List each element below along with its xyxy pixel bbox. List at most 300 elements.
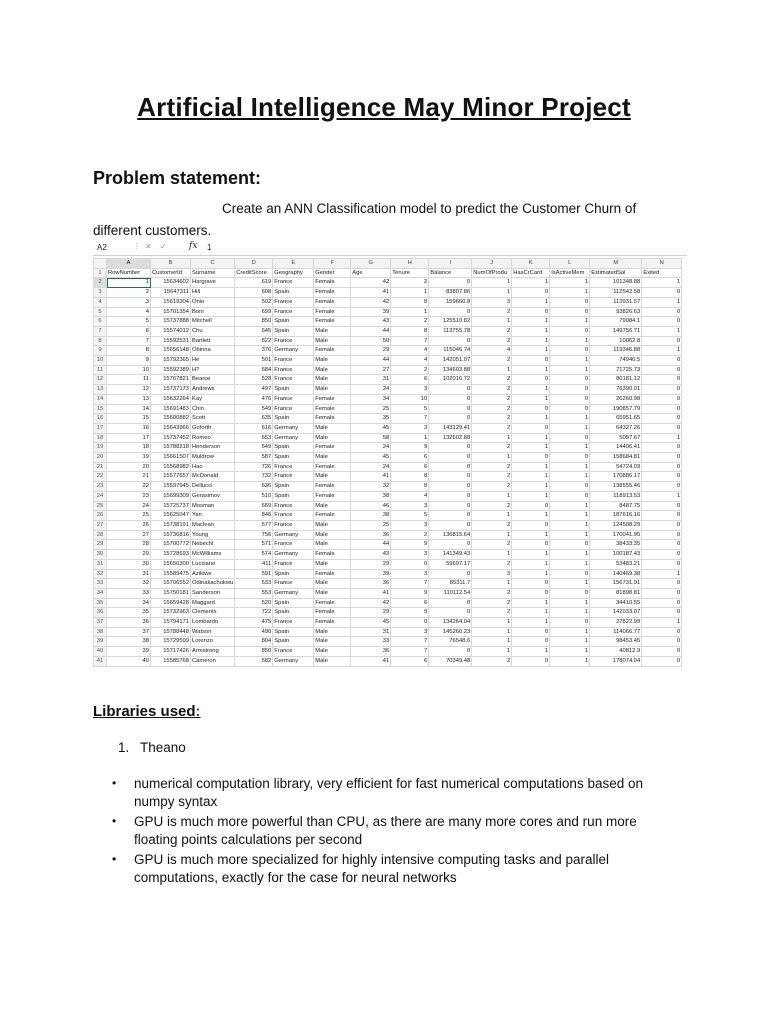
table-cell: 25: [351, 404, 391, 414]
table-cell: 1: [550, 443, 590, 453]
table-cell: 81898.81: [590, 588, 642, 598]
column-header-cell: Balance: [429, 268, 472, 278]
row-number: 21: [94, 462, 107, 472]
row-number: 3: [94, 288, 107, 298]
table-cell: 15589475: [151, 569, 191, 579]
table-cell: 1: [550, 414, 590, 424]
table-cell: 9: [107, 356, 151, 366]
table-cell: 0: [512, 540, 550, 550]
table-row: [94, 423, 682, 433]
table-cell: 125510.82: [429, 317, 472, 327]
row-number: 23: [94, 482, 107, 492]
table-cell: 42: [351, 278, 391, 288]
table-cell: 110112.54: [429, 588, 472, 598]
table-cell: 39: [107, 647, 151, 657]
table-cell: 2: [472, 326, 512, 336]
table-cell: 15728693: [151, 550, 191, 560]
table-cell: 0: [642, 647, 682, 657]
table-cell: 12: [107, 385, 151, 395]
table-cell: France: [273, 307, 314, 317]
table-cell: 1: [550, 579, 590, 589]
table-cell: 4: [107, 307, 151, 317]
table-cell: McWilliams: [191, 550, 235, 560]
table-cell: 533: [235, 579, 273, 589]
table-cell: 2: [472, 482, 512, 492]
table-cell: 0: [642, 608, 682, 618]
table-cell: 28: [107, 540, 151, 550]
row-number: 12: [94, 375, 107, 385]
table-cell: Spain: [273, 326, 314, 336]
table-cell: 528: [235, 375, 273, 385]
column-header-cell: Age: [351, 268, 391, 278]
table-cell: 142051.07: [429, 356, 472, 366]
table-cell: 5: [107, 317, 151, 327]
column-header-cell: RowNumber: [107, 268, 151, 278]
table-cell: 156731.91: [590, 579, 642, 589]
table-cell: Germany: [273, 530, 314, 540]
table-cell: France: [273, 404, 314, 414]
column-header-cell: CreditScore: [235, 268, 273, 278]
row-number: 11: [94, 365, 107, 375]
table-cell: Female: [314, 404, 351, 414]
table-cell: 15701354: [151, 307, 191, 317]
table-cell: 140469.38: [590, 569, 642, 579]
table-cell: Nebechi: [191, 540, 235, 550]
bullet-item: [110, 851, 670, 886]
table-cell: 0: [429, 520, 472, 530]
table-cell: 1: [472, 550, 512, 560]
table-cell: 411: [235, 559, 273, 569]
table-cell: 1: [472, 317, 512, 327]
table-cell: 0: [550, 297, 590, 307]
table-cell: 15691483: [151, 404, 191, 414]
table-cell: 2: [472, 443, 512, 453]
table-cell: 15577657: [151, 472, 191, 482]
table-cell: 3: [391, 501, 429, 511]
table-cell: 25: [351, 520, 391, 530]
bullet-dot: •: [112, 814, 117, 828]
table-cell: 36: [351, 647, 391, 657]
table-cell: 0: [642, 385, 682, 395]
table-cell: 1: [550, 511, 590, 521]
table-cell: 1: [472, 647, 512, 657]
row-number: 26: [94, 511, 107, 521]
table-cell: 476: [235, 394, 273, 404]
table-cell: Spain: [273, 598, 314, 608]
table-cell: 5: [391, 511, 429, 521]
table-cell: 1: [512, 550, 550, 560]
table-cell: 2: [472, 608, 512, 618]
table-cell: France: [273, 394, 314, 404]
table-cell: Hargrave: [191, 278, 235, 288]
table-cell: 2: [472, 385, 512, 395]
table-cell: 26: [107, 520, 151, 530]
row-number: 10: [94, 356, 107, 366]
table-cell: 27: [351, 365, 391, 375]
table-cell: 10: [107, 365, 151, 375]
table-cell: 1: [550, 501, 590, 511]
column-letter: G: [351, 259, 391, 269]
table-cell: Young: [191, 530, 235, 540]
row-number: 9: [94, 346, 107, 356]
name-box: A2: [97, 243, 107, 252]
table-cell: 15700772: [151, 540, 191, 550]
table-cell: 3: [391, 520, 429, 530]
table-cell: Goforth: [191, 423, 235, 433]
table-cell: 0: [642, 472, 682, 482]
table-cell: 1: [472, 530, 512, 540]
table-cell: Chin: [191, 404, 235, 414]
table-cell: 2: [472, 588, 512, 598]
table-cell: 31: [351, 627, 391, 637]
table-cell: 510: [235, 491, 273, 501]
table-cell: 3: [391, 569, 429, 579]
table-cell: 1: [512, 530, 550, 540]
bullet-text: numerical computation library, very efficient for fast numerical computations based on numpy syntax: [134, 776, 643, 809]
table-cell: 15737173: [151, 385, 191, 395]
table-cell: 42: [351, 598, 391, 608]
table-cell: Female: [314, 598, 351, 608]
table-cell: 15597945: [151, 482, 191, 492]
table-cell: 2: [472, 472, 512, 482]
row-number: 37: [94, 618, 107, 628]
table-cell: France: [273, 278, 314, 288]
table-cell: 25: [107, 511, 151, 521]
table-row: [94, 385, 682, 395]
problem-statement-line-1: Create an ANN Classification model to predict the Customer Churn of: [222, 201, 637, 216]
table-cell: 15661507: [151, 453, 191, 463]
table-cell: 1: [391, 433, 429, 443]
table-cell: 0: [429, 278, 472, 288]
table-cell: 1: [512, 511, 550, 521]
table-cell: France: [273, 472, 314, 482]
table-cell: Bartlett: [191, 336, 235, 346]
table-cell: Male: [314, 336, 351, 346]
table-cell: 0: [429, 462, 472, 472]
table-cell: 0: [550, 307, 590, 317]
table-cell: 1: [472, 365, 512, 375]
table-cell: 6: [391, 656, 429, 666]
table-cell: 15738191: [151, 520, 191, 530]
table-row: [94, 491, 682, 501]
table-cell: Spain: [273, 608, 314, 618]
table-cell: 93826.63: [590, 307, 642, 317]
table-cell: Lucciano: [191, 559, 235, 569]
bullet-item: [110, 775, 670, 810]
table-cell: 38: [351, 491, 391, 501]
table-cell: 7: [391, 336, 429, 346]
table-cell: Female: [314, 307, 351, 317]
table-cell: 1: [550, 472, 590, 482]
table-cell: 1: [472, 627, 512, 637]
table-cell: 64327.26: [590, 423, 642, 433]
table-cell: Romeo: [191, 433, 235, 443]
table-cell: 0: [642, 423, 682, 433]
table-cell: Male: [314, 501, 351, 511]
table-cell: Andrews: [191, 385, 235, 395]
table-cell: 0: [512, 404, 550, 414]
table-cell: 0: [642, 443, 682, 453]
table-cell: 577: [235, 520, 273, 530]
table-cell: 6: [391, 375, 429, 385]
table-cell: 53483.21: [590, 559, 642, 569]
table-cell: 501: [235, 356, 273, 366]
column-letter: C: [191, 259, 235, 269]
table-cell: 44: [351, 356, 391, 366]
table-cell: Female: [314, 482, 351, 492]
table-cell: Gerasimov: [191, 491, 235, 501]
table-row: [94, 404, 682, 414]
table-cell: 1: [642, 433, 682, 443]
table-cell: 0: [642, 404, 682, 414]
column-letter: M: [590, 259, 642, 269]
table-cell: 0: [642, 394, 682, 404]
table-cell: 9: [391, 540, 429, 550]
column-letter: H: [391, 259, 429, 269]
table-cell: 1: [512, 365, 550, 375]
table-cell: 0: [642, 414, 682, 424]
table-cell: Male: [314, 647, 351, 657]
table-cell: 7: [391, 414, 429, 424]
column-letter: A: [107, 259, 151, 269]
table-cell: Muldrow: [191, 453, 235, 463]
table-row: [94, 326, 682, 336]
table-cell: 1: [472, 278, 512, 288]
table-cell: 0: [550, 433, 590, 443]
table-row: [94, 356, 682, 366]
table-cell: Chu: [191, 326, 235, 336]
table-cell: Male: [314, 540, 351, 550]
table-cell: 8: [391, 482, 429, 492]
table-cell: 0: [642, 559, 682, 569]
table-cell: 5: [391, 404, 429, 414]
column-header-cell: Gender: [314, 268, 351, 278]
table-cell: Clements: [191, 608, 235, 618]
table-cell: Female: [314, 491, 351, 501]
table-cell: 1: [550, 550, 590, 560]
table-cell: 37: [107, 627, 151, 637]
table-cell: 119346.88: [590, 346, 642, 356]
table-cell: 0: [642, 598, 682, 608]
row-number: 19: [94, 443, 107, 453]
table-cell: 0: [550, 346, 590, 356]
table-cell: Male: [314, 375, 351, 385]
document-title: Artificial Intelligence May Minor Project: [137, 92, 631, 122]
table-cell: 756: [235, 530, 273, 540]
table-cell: 1: [472, 433, 512, 443]
table-cell: 0: [429, 647, 472, 657]
table-cell: 2: [391, 365, 429, 375]
table-cell: 582: [235, 656, 273, 666]
table-cell: 0: [642, 501, 682, 511]
table-cell: 0: [642, 588, 682, 598]
table-cell: 0: [429, 540, 472, 550]
table-cell: 85311.7: [429, 579, 472, 589]
table-cell: 9: [391, 588, 429, 598]
table-cell: 31: [351, 375, 391, 385]
table-cell: 15717426: [151, 647, 191, 657]
table-cell: 20: [107, 462, 151, 472]
table-cell: 15619304: [151, 297, 191, 307]
table-cell: 2: [472, 404, 512, 414]
table-cell: Spain: [273, 288, 314, 298]
table-cell: 0: [550, 394, 590, 404]
table-row: [94, 598, 682, 608]
table-cell: Male: [314, 579, 351, 589]
table-cell: 74940.5: [590, 356, 642, 366]
table-cell: 22: [107, 482, 151, 492]
table-row: [94, 307, 682, 317]
table-cell: Male: [314, 530, 351, 540]
table-cell: 2: [107, 288, 151, 298]
table-cell: Spain: [273, 637, 314, 647]
row-number: 1: [94, 268, 107, 278]
row-number: 29: [94, 540, 107, 550]
table-cell: 3: [391, 550, 429, 560]
table-cell: Female: [314, 414, 351, 424]
table-cell: 1: [472, 491, 512, 501]
table-cell: Germany: [273, 656, 314, 666]
table-cell: 112542.58: [590, 288, 642, 298]
table-cell: 15706552: [151, 579, 191, 589]
table-cell: 76548.6: [429, 637, 472, 647]
table-cell: 1: [512, 569, 550, 579]
table-cell: 15725737: [151, 501, 191, 511]
table-cell: 29: [351, 346, 391, 356]
table-row: [94, 540, 682, 550]
row-number: 39: [94, 637, 107, 647]
table-cell: 32: [351, 482, 391, 492]
table-cell: 15585768: [151, 656, 191, 666]
table-cell: 1: [550, 656, 590, 666]
table-cell: 50: [351, 336, 391, 346]
table-cell: 15792365: [151, 356, 191, 366]
table-cell: 15647311: [151, 288, 191, 298]
table-cell: 2: [472, 656, 512, 666]
table-cell: 39: [351, 569, 391, 579]
table-row: [94, 278, 682, 288]
table-cell: 34: [351, 394, 391, 404]
table-cell: 0: [429, 394, 472, 404]
table-cell: 141349.43: [429, 550, 472, 560]
table-cell: 1: [512, 462, 550, 472]
table-cell: 0: [429, 385, 472, 395]
table-cell: 0: [429, 307, 472, 317]
table-cell: Germany: [273, 433, 314, 443]
table-cell: 1: [550, 530, 590, 540]
table-row: [94, 637, 682, 647]
table-cell: Female: [314, 394, 351, 404]
table-cell: 1: [642, 346, 682, 356]
table-cell: 3: [472, 297, 512, 307]
row-number: 28: [94, 530, 107, 540]
table-cell: 13: [107, 394, 151, 404]
table-cell: 54724.03: [590, 462, 642, 472]
table-row: [94, 443, 682, 453]
table-cell: 24: [351, 443, 391, 453]
table-cell: 2: [472, 356, 512, 366]
row-number: 4: [94, 297, 107, 307]
table-cell: Onio: [191, 297, 235, 307]
table-cell: Female: [314, 550, 351, 560]
table-cell: 0: [642, 307, 682, 317]
table-cell: 0: [429, 443, 472, 453]
table-cell: 159660.8: [429, 297, 472, 307]
table-cell: 1: [642, 297, 682, 307]
table-cell: 7: [107, 336, 151, 346]
numbered-list-item: [118, 740, 186, 755]
table-cell: 134603.88: [429, 365, 472, 375]
table-cell: France: [273, 579, 314, 589]
table-cell: 145260.23: [429, 627, 472, 637]
table-cell: 0: [642, 356, 682, 366]
table-cell: 44: [351, 326, 391, 336]
table-cell: 4: [391, 491, 429, 501]
table-cell: 15643966: [151, 423, 191, 433]
table-cell: 41: [351, 656, 391, 666]
table-cell: 14406.41: [590, 443, 642, 453]
table-cell: Germany: [273, 423, 314, 433]
table-cell: 0: [550, 404, 590, 414]
table-cell: 134264.04: [429, 618, 472, 628]
table-cell: 0: [550, 491, 590, 501]
table-cell: 1: [642, 278, 682, 288]
table-cell: France: [273, 501, 314, 511]
row-number: 18: [94, 433, 107, 443]
table-cell: 0: [642, 637, 682, 647]
table-cell: 0: [642, 511, 682, 521]
table-cell: 0: [642, 550, 682, 560]
table-cell: Spain: [273, 385, 314, 395]
table-cell: 29: [351, 608, 391, 618]
table-cell: 619: [235, 278, 273, 288]
row-number: 7: [94, 326, 107, 336]
table-cell: 1: [107, 278, 151, 288]
table-cell: 132602.88: [429, 433, 472, 443]
table-cell: 3: [391, 385, 429, 395]
table-cell: 684: [235, 365, 273, 375]
table-cell: 1: [512, 598, 550, 608]
table-row: [94, 530, 682, 540]
table-cell: 1: [550, 598, 590, 608]
table-cell: 0: [429, 414, 472, 424]
table-cell: 1: [512, 278, 550, 288]
table-cell: 41: [351, 472, 391, 482]
table-cell: 1: [472, 637, 512, 647]
table-cell: Mitchell: [191, 317, 235, 327]
table-cell: 850: [235, 317, 273, 327]
libraries-heading-colon: :: [195, 703, 201, 720]
table-cell: 58: [351, 433, 391, 443]
table-cell: 71725.73: [590, 365, 642, 375]
table-cell: 80181.12: [590, 375, 642, 385]
table-cell: 1: [512, 559, 550, 569]
bullet-text: GPU is much more specialized for highly intensive computing tasks and parallel computations, exactly for the case for neural networks: [134, 852, 609, 885]
table-cell: 15592531: [151, 336, 191, 346]
row-number: 41: [94, 656, 107, 666]
table-cell: 32: [107, 579, 151, 589]
table-cell: 1: [472, 579, 512, 589]
table-cell: 1: [391, 288, 429, 298]
table-row: [94, 482, 682, 492]
table-cell: France: [273, 618, 314, 628]
bullet-dot: •: [112, 852, 117, 866]
table-cell: Spain: [273, 443, 314, 453]
table-cell: 59697.17: [429, 559, 472, 569]
table-cell: 850: [235, 647, 273, 657]
table-cell: 8487.75: [590, 501, 642, 511]
table-cell: France: [273, 540, 314, 550]
